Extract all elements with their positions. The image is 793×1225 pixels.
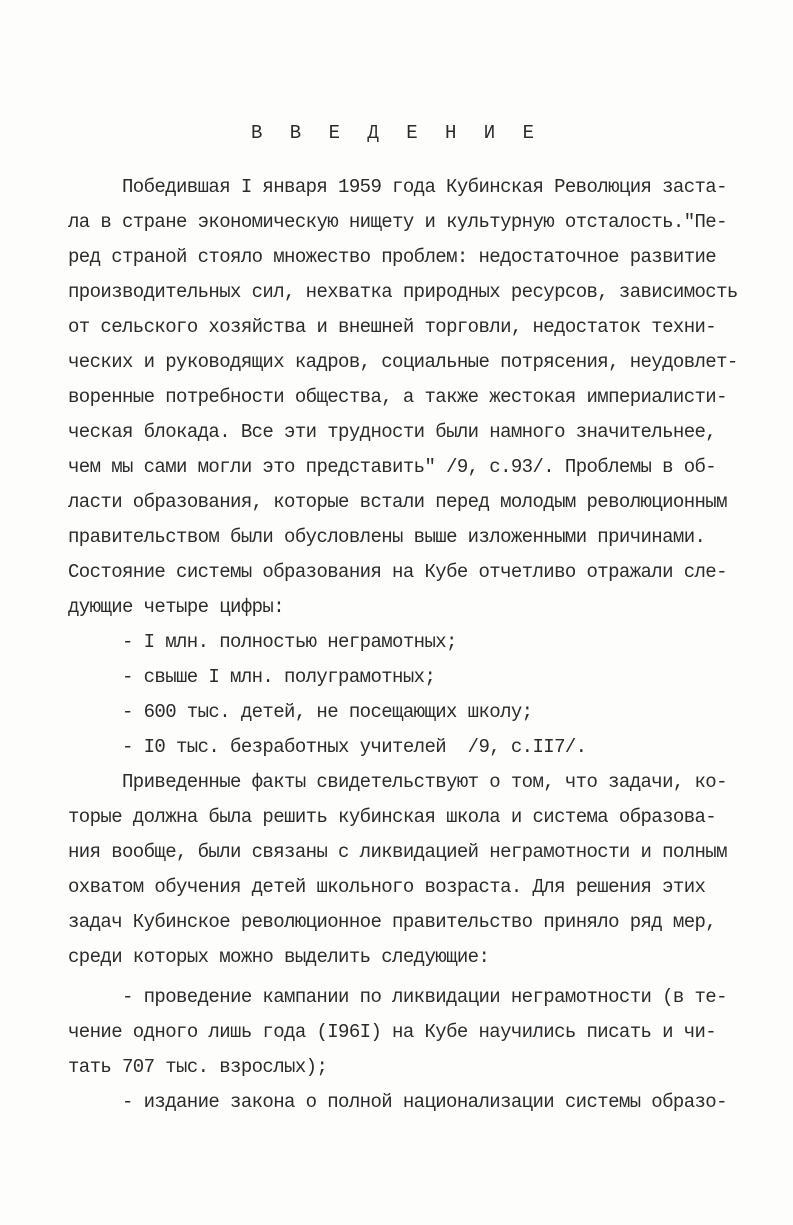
list-item: - издание закона о полной национализации системы образо- — [122, 1091, 727, 1113]
text-line: производительных сил, нехватка природных ресурсов, зависимость — [68, 281, 738, 303]
text-line: среди которых можно выделить следующие: — [68, 946, 490, 968]
document-title: В В Е Д Е Н И Е — [250, 122, 543, 144]
text-line: охватом обучения детей школьного возраста. Для решения этих — [68, 876, 706, 898]
text-line: ческих и руководящих кадров, социальные потрясения, неудовлет- — [68, 351, 738, 373]
text-line: тать 707 тыс. взрослых); — [68, 1056, 328, 1078]
text-line: Приведенные факты свидетельствуют о том, что задачи, ко- — [122, 771, 727, 793]
text-line: ласти образования, которые встали перед молодым революционным — [68, 491, 727, 513]
text-line: торые должна была решить кубинская школа и система образова- — [68, 806, 717, 828]
text-line: чение одного лишь года (I96I) на Кубе научились писать и чи- — [68, 1021, 717, 1043]
list-item: - проведение кампании по ликвидации неграмотности (в те- — [122, 986, 727, 1008]
list-item: - свыше I млн. полуграмотных; — [122, 666, 436, 688]
text-line: правительством были обусловлены выше изложенными причинами. — [68, 526, 706, 548]
text-line: от сельского хозяйства и внешней торговли, недостаток техни- — [68, 316, 717, 338]
list-item: - 600 тыс. детей, не посещающих школу; — [122, 701, 533, 723]
text-line: чем мы сами могли это представить" /9, с.93/. Проблемы в об- — [68, 456, 717, 478]
text-line: ческая блокада. Все эти трудности были намного значительнее, — [68, 421, 717, 443]
list-item: - I0 тыс. безработных учителей /9, с.II7/. — [122, 736, 587, 758]
text-line: задач Кубинское революционное правительство приняло ряд мер, — [68, 911, 717, 933]
text-line: воренные потребности общества, а также жестокая империалисти- — [68, 386, 727, 408]
text-line: ния вообще, были связаны с ликвидацией неграмотности и полным — [68, 841, 727, 863]
text-line: ла в стране экономическую нищету и культурную отсталость."Пе- — [68, 211, 727, 233]
text-line: Состояние системы образования на Кубе отчетливо отражали сле- — [68, 561, 727, 583]
text-line: Победившая I января 1959 года Кубинская Революция заста- — [122, 176, 727, 198]
list-item: - I млн. полностью неграмотных; — [122, 631, 457, 653]
text-line: дующие четыре цифры: — [68, 596, 285, 618]
text-line: ред страной стояло множество проблем: недостаточное развитие — [68, 246, 717, 268]
